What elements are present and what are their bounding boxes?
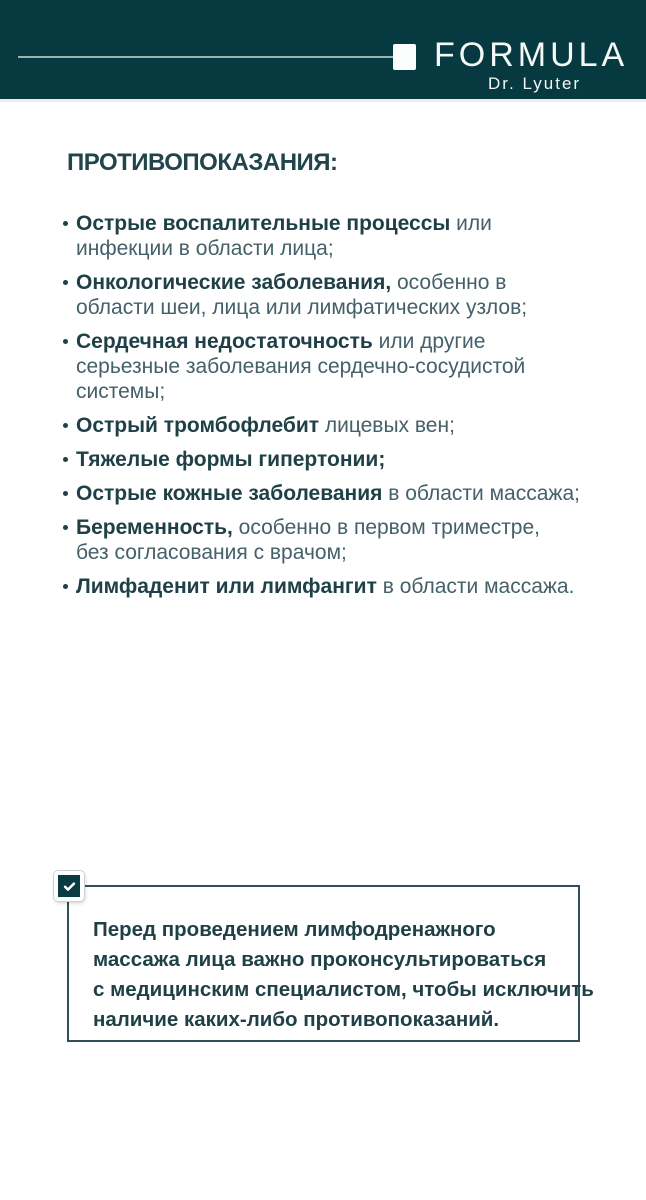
note-text bbox=[93, 915, 594, 1035]
page-title: ПРОТИВОПОКАЗАНИЯ: bbox=[67, 149, 338, 176]
item-lead: Беременность, bbox=[76, 516, 233, 539]
item-lead: Онкологические заболевания, bbox=[76, 271, 392, 294]
bullet-icon bbox=[63, 525, 68, 530]
checkmark-icon bbox=[62, 879, 77, 894]
note-line: с медицинским специалистом, чтобы исключить bbox=[93, 978, 594, 1001]
bullet-icon bbox=[63, 491, 68, 496]
checkbox bbox=[54, 871, 84, 901]
contraindication-item bbox=[63, 481, 583, 506]
item-rest: в области массажа. bbox=[376, 575, 575, 598]
bullet-icon bbox=[63, 584, 68, 589]
bullet-icon bbox=[63, 339, 68, 344]
note-line: Перед проведением лимфодренажного bbox=[93, 918, 496, 941]
contraindication-item bbox=[63, 270, 583, 320]
bullet-icon bbox=[63, 457, 68, 462]
item-rest: или другие серьезные заболевания сердечно-сосудистой системы; bbox=[76, 330, 526, 403]
header-divider-line bbox=[18, 56, 393, 58]
item-lead: Острые кожные заболевания bbox=[76, 482, 383, 505]
item-lead: Лимфаденит или лимфангит bbox=[76, 575, 377, 598]
bullet-icon bbox=[63, 280, 68, 285]
bullet-icon bbox=[63, 221, 68, 226]
contraindications-list bbox=[63, 211, 583, 608]
item-rest: лицевых вен; bbox=[319, 414, 455, 437]
brand-square-icon bbox=[393, 44, 416, 70]
contraindication-item bbox=[63, 413, 583, 438]
brand-name: FORMULA bbox=[434, 36, 629, 74]
note-line: наличие каких-либо противопоказаний. bbox=[93, 1008, 500, 1031]
item-rest: в области массажа; bbox=[382, 482, 580, 505]
bullet-icon bbox=[63, 423, 68, 428]
consultation-note-box bbox=[67, 885, 594, 1042]
item-rest: или инфекции в области лица; bbox=[76, 212, 492, 260]
contraindication-item bbox=[63, 515, 546, 565]
note-line: массажа лица важно проконсультироваться bbox=[93, 948, 547, 971]
contraindication-item bbox=[63, 329, 583, 404]
brand-subtitle: Dr. Lyuter bbox=[488, 74, 582, 93]
item-rest: особенно в первом триместре, без согласования с врачом; bbox=[76, 516, 540, 564]
contraindication-item bbox=[63, 447, 583, 472]
item-lead: Тяжелые формы гипертонии; bbox=[76, 448, 386, 471]
header-bar bbox=[0, 0, 646, 99]
item-lead: Острые воспалительные процессы bbox=[76, 212, 451, 235]
contraindication-item bbox=[63, 574, 583, 599]
item-rest: особенно в области шеи, лица или лимфатических узлов; bbox=[76, 271, 528, 319]
item-lead: Сердечная недостаточность bbox=[76, 330, 373, 353]
contraindication-item bbox=[63, 211, 583, 261]
item-lead: Острый тромбофлебит bbox=[76, 414, 320, 437]
